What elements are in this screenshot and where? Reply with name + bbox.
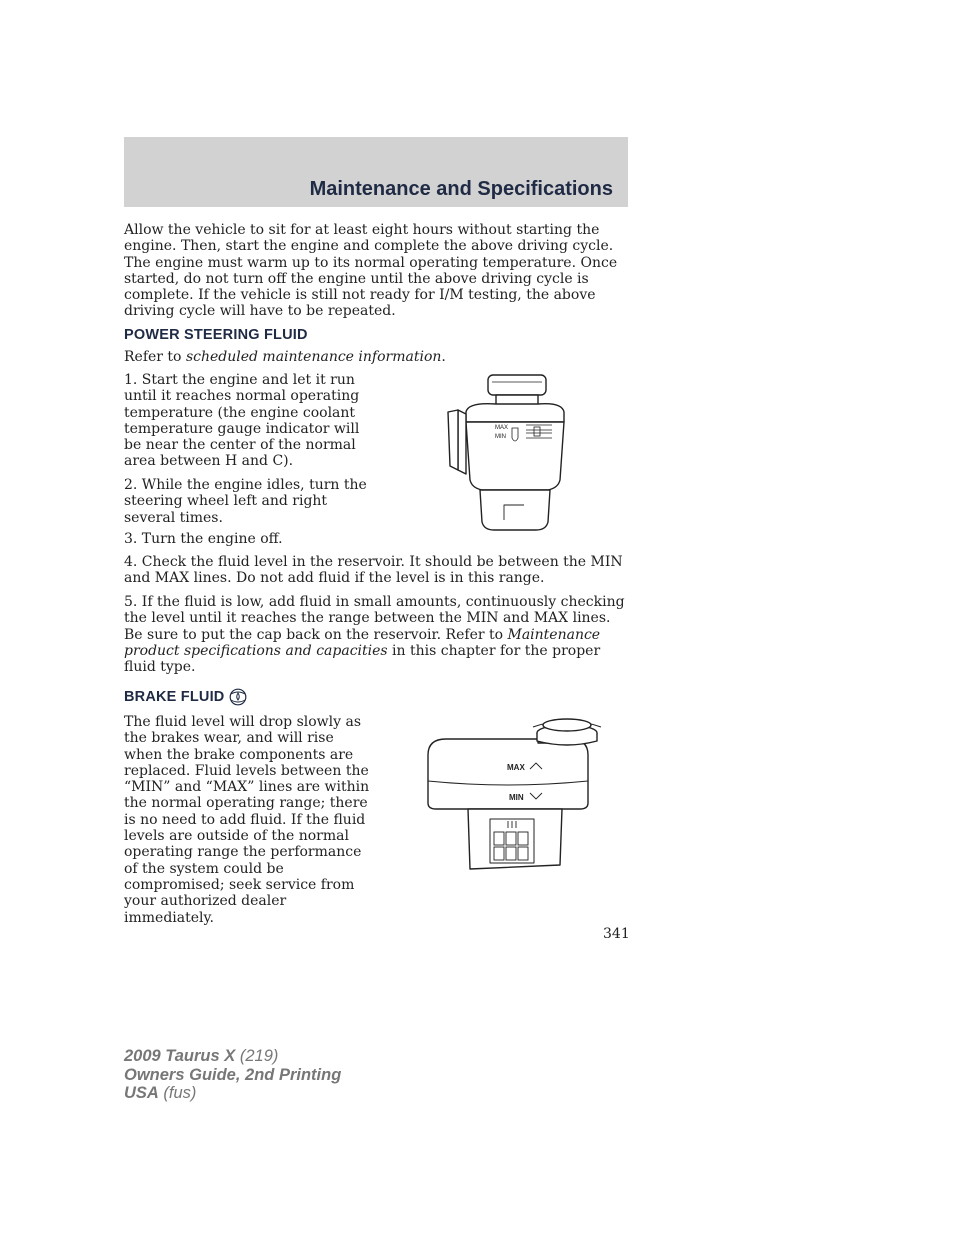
power-steering-heading: POWER STEERING FLUID	[124, 327, 308, 343]
brake-min-label: MIN	[509, 793, 524, 802]
section-title: Maintenance and Specifications	[309, 178, 613, 200]
header-band	[124, 137, 628, 207]
scheduled-maintenance-link: scheduled maintenance information	[185, 349, 442, 365]
step-3: 3. Turn the engine off.	[124, 531, 283, 547]
brake-fluid-symbol-icon	[228, 688, 248, 706]
brake-fluid-paragraph: The fluid level will drop slowly as the brakes wear, and will rise when the brake components are replaced. Fluid levels between the “MIN” and “MAX” lines are within the normal operating range; there is no need to add fluid. If the fluid levels are outside of the normal operating range the performance of the system could be compromised; seek service from your authorized dealer immediately.	[124, 714, 370, 926]
intro-paragraph: Allow the vehicle to sit for at least eight hours without starting the engine. Then, start the engine and complete the above driving cycle. The engine must warm up to its normal operating temperature. Once started, do not turn off the engine until the above driving cycle is complete. If the vehicle is still not ready for I/M testing, the above driving cycle will have to be repeated.	[124, 222, 618, 320]
brake-fluid-heading-row	[124, 688, 248, 706]
footer-guide: Owners Guide, 2nd Printing	[124, 1065, 342, 1084]
step-5-text: 5. If the fluid is low, add fluid in small amounts, continuously checking the level until it reaches the range between the MIN and MAX lines. Be sure to put the cap back on the reservoir. Refer to	[124, 594, 625, 643]
footer	[124, 1047, 341, 1103]
ps-max-label: MAX	[495, 425, 509, 431]
refer-prefix: Refer to	[124, 349, 186, 365]
brake-fluid-heading: BRAKE FLUID	[124, 689, 225, 705]
refer-suffix: .	[441, 349, 446, 365]
brake-fluid-reservoir-figure	[420, 715, 602, 875]
step-1: 1. Start the engine and let it run until it reaches normal operating temperature (the engine coolant temperature gauge indicator will be near the center of the normal area between H and C).	[124, 372, 360, 470]
step-5	[124, 594, 629, 675]
power-steering-refer	[124, 349, 629, 365]
step-4: 4. Check the fluid level in the reservoir. It should be between the MIN and MAX lines. Do not add fluid if the level is in this range.	[124, 554, 623, 587]
page-number: 341	[603, 926, 630, 942]
step-2: 2. While the engine idles, turn the steering wheel left and right several times.	[124, 477, 367, 526]
step-5-suffix: in this chapter for the proper fluid type.	[124, 642, 601, 676]
ps-min-label: MIN	[495, 434, 506, 440]
footer-model: 2009 Taurus X	[124, 1047, 236, 1065]
power-steering-reservoir-figure	[440, 370, 580, 535]
brake-max-label: MAX	[507, 763, 525, 772]
footer-market-code: (fus)	[158, 1084, 197, 1102]
footer-market: USA	[124, 1084, 159, 1102]
specifications-link: Maintenance product specifications and capacities	[124, 626, 601, 659]
footer-model-code: (219)	[235, 1047, 279, 1065]
